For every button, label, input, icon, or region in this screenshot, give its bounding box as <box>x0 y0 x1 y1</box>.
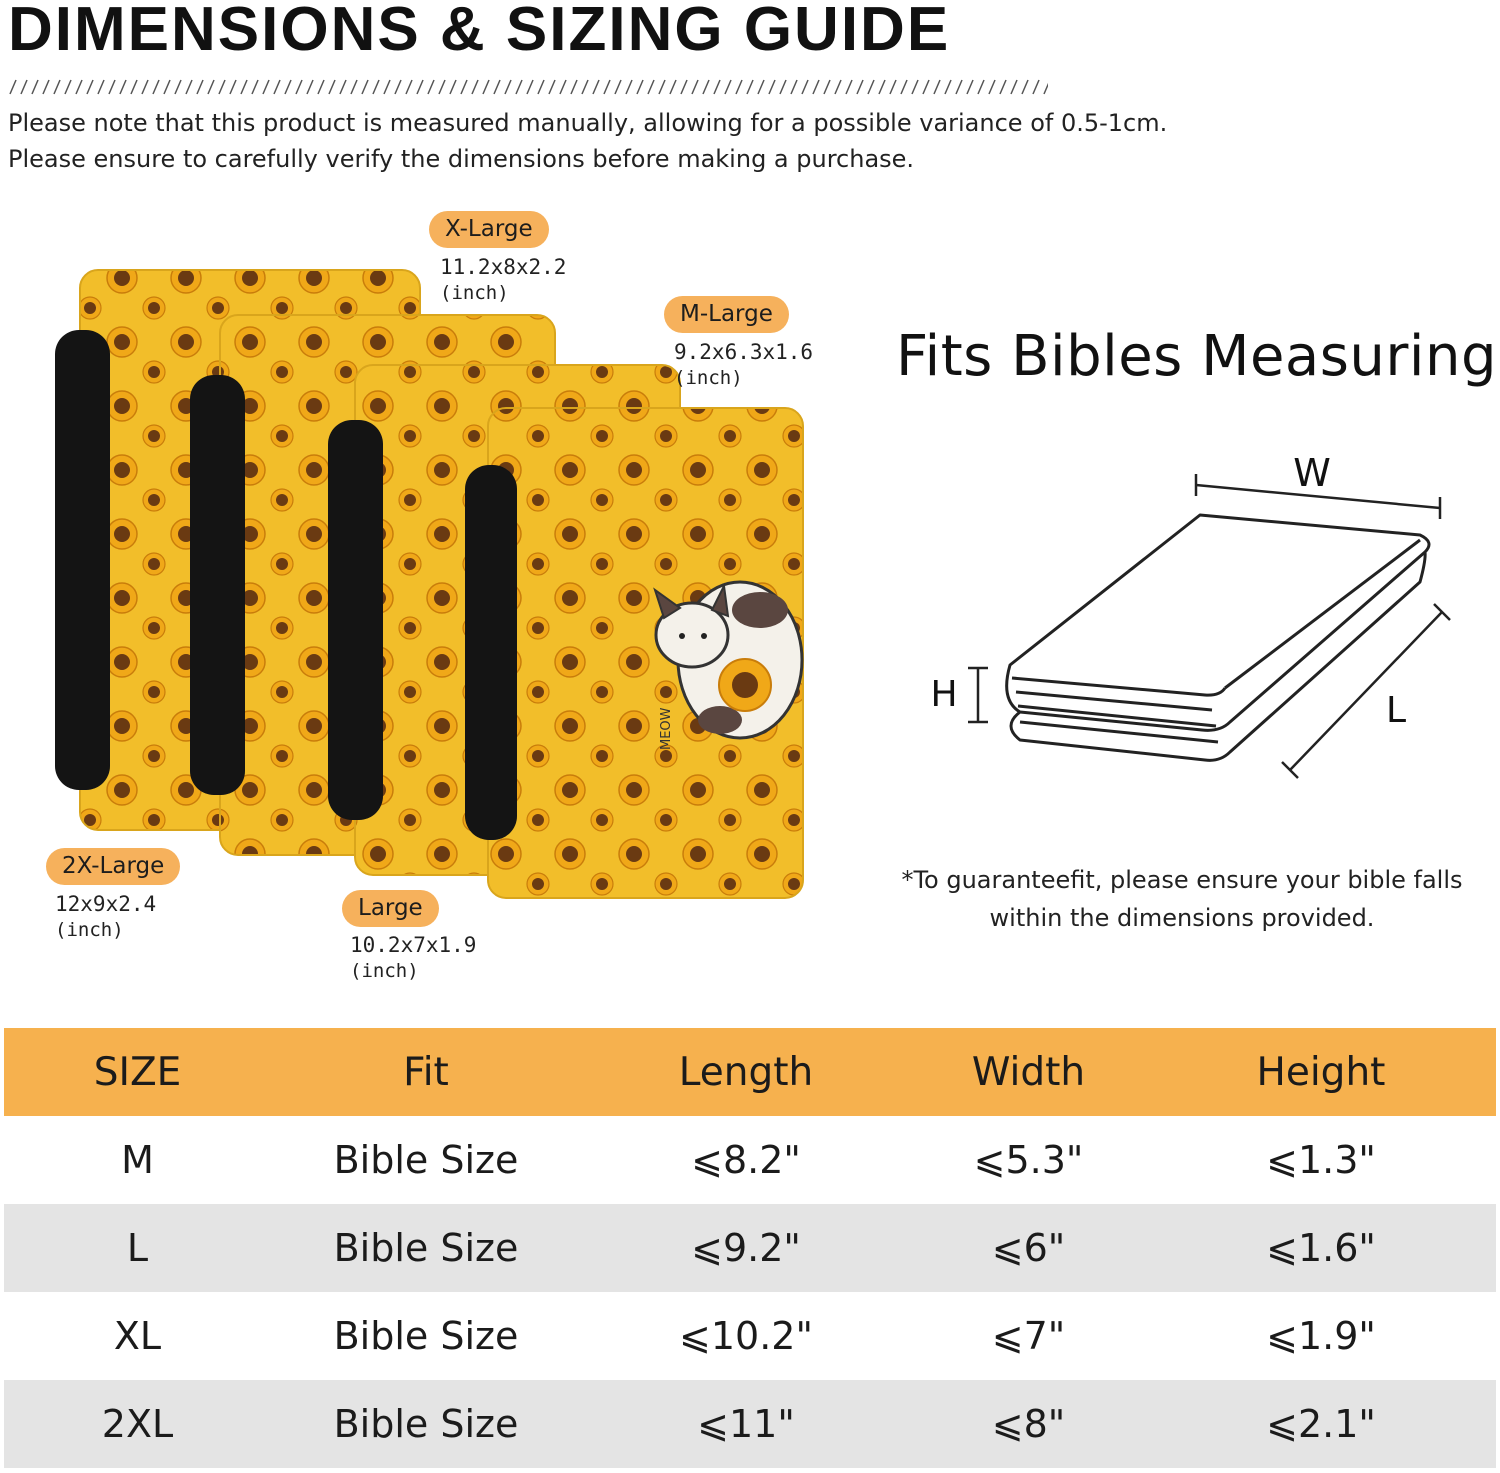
size-dims-2xlarge <box>55 891 156 943</box>
size-pill-mlarge: M-Large <box>664 296 789 333</box>
header-size: SIZE <box>93 1049 182 1095</box>
l-label: L <box>1385 690 1407 731</box>
dims-large-value: 10.2x7x1.9 <box>350 933 477 957</box>
cell-height: ⩽1.9" <box>1266 1314 1376 1358</box>
dims-2xlarge-unit: (inch) <box>55 919 124 941</box>
dims-xlarge-unit: (inch) <box>440 282 509 304</box>
cell-size: L <box>126 1226 149 1270</box>
cell-length: ⩽10.2" <box>679 1314 813 1358</box>
size-dims-mlarge <box>674 339 813 391</box>
cell-height: ⩽1.3" <box>1266 1138 1376 1182</box>
cover-meow-text: MEOW <box>659 707 674 750</box>
size-dims-xlarge <box>440 254 566 306</box>
dims-xlarge-value: 11.2x8x2.2 <box>440 255 567 279</box>
cell-width: ⩽6" <box>991 1226 1066 1270</box>
fit-guarantee-line2: within the dimensions provided. <box>989 904 1375 932</box>
cell-fit: Bible Size <box>333 1226 519 1270</box>
table-row <box>4 1292 1496 1380</box>
table-row <box>4 1204 1496 1292</box>
w-label: W <box>1293 451 1331 495</box>
page-title: DIMENSIONS & SIZING GUIDE <box>8 0 951 64</box>
cover-mlarge <box>465 408 803 898</box>
book-dimension-diagram <box>920 440 1480 800</box>
cell-length: ⩽8.2" <box>691 1138 801 1182</box>
cell-width: ⩽5.3" <box>973 1138 1084 1182</box>
dims-mlarge-value: 9.2x6.3x1.6 <box>674 340 814 364</box>
size-table <box>4 1028 1496 1468</box>
verify-note: Please ensure to carefully verify the dimensions before making a purchase. <box>8 145 915 173</box>
header-fit: Fit <box>403 1049 449 1095</box>
fit-guarantee-line1: *To guaranteefit, please ensure your bible falls <box>901 866 1463 894</box>
cell-fit: Bible Size <box>333 1138 519 1182</box>
table-row <box>4 1116 1496 1204</box>
dims-2xlarge-value: 12x9x2.4 <box>55 892 157 916</box>
size-dims-large <box>350 932 476 984</box>
cell-fit: Bible Size <box>333 1402 519 1446</box>
cell-size: XL <box>113 1314 162 1358</box>
h-label: H <box>930 674 958 715</box>
header-width: Width <box>971 1049 1086 1095</box>
fits-heading: Fits Bibles Measuring <box>896 324 1498 389</box>
hatch-divider <box>8 78 1048 96</box>
size-pill-large: Large <box>342 890 439 927</box>
measurement-note: Please note that this product is measured manually, allowing for a possible variance of 0.5-1cm. <box>8 109 1168 137</box>
cell-height: ⩽1.6" <box>1266 1226 1376 1270</box>
dims-mlarge-unit: (inch) <box>674 367 743 389</box>
dims-large-unit: (inch) <box>350 960 419 982</box>
table-row <box>4 1380 1496 1468</box>
cell-width: ⩽7" <box>991 1314 1066 1358</box>
cell-size: 2XL <box>101 1402 174 1446</box>
fit-guarantee-note <box>880 861 1484 937</box>
size-pill-xlarge: X-Large <box>429 211 549 248</box>
cell-fit: Bible Size <box>333 1314 519 1358</box>
header-length: Length <box>678 1049 814 1095</box>
book-icon <box>1007 515 1429 760</box>
cell-length: ⩽9.2" <box>691 1226 801 1270</box>
cell-length: ⩽11" <box>697 1402 795 1446</box>
cell-width: ⩽8" <box>991 1402 1066 1446</box>
header-height: Height <box>1256 1049 1386 1095</box>
cell-height: ⩽2.1" <box>1266 1402 1376 1446</box>
cell-size: M <box>121 1138 154 1182</box>
table-header-row <box>4 1028 1496 1116</box>
size-pill-2xlarge: 2X-Large <box>46 848 180 885</box>
